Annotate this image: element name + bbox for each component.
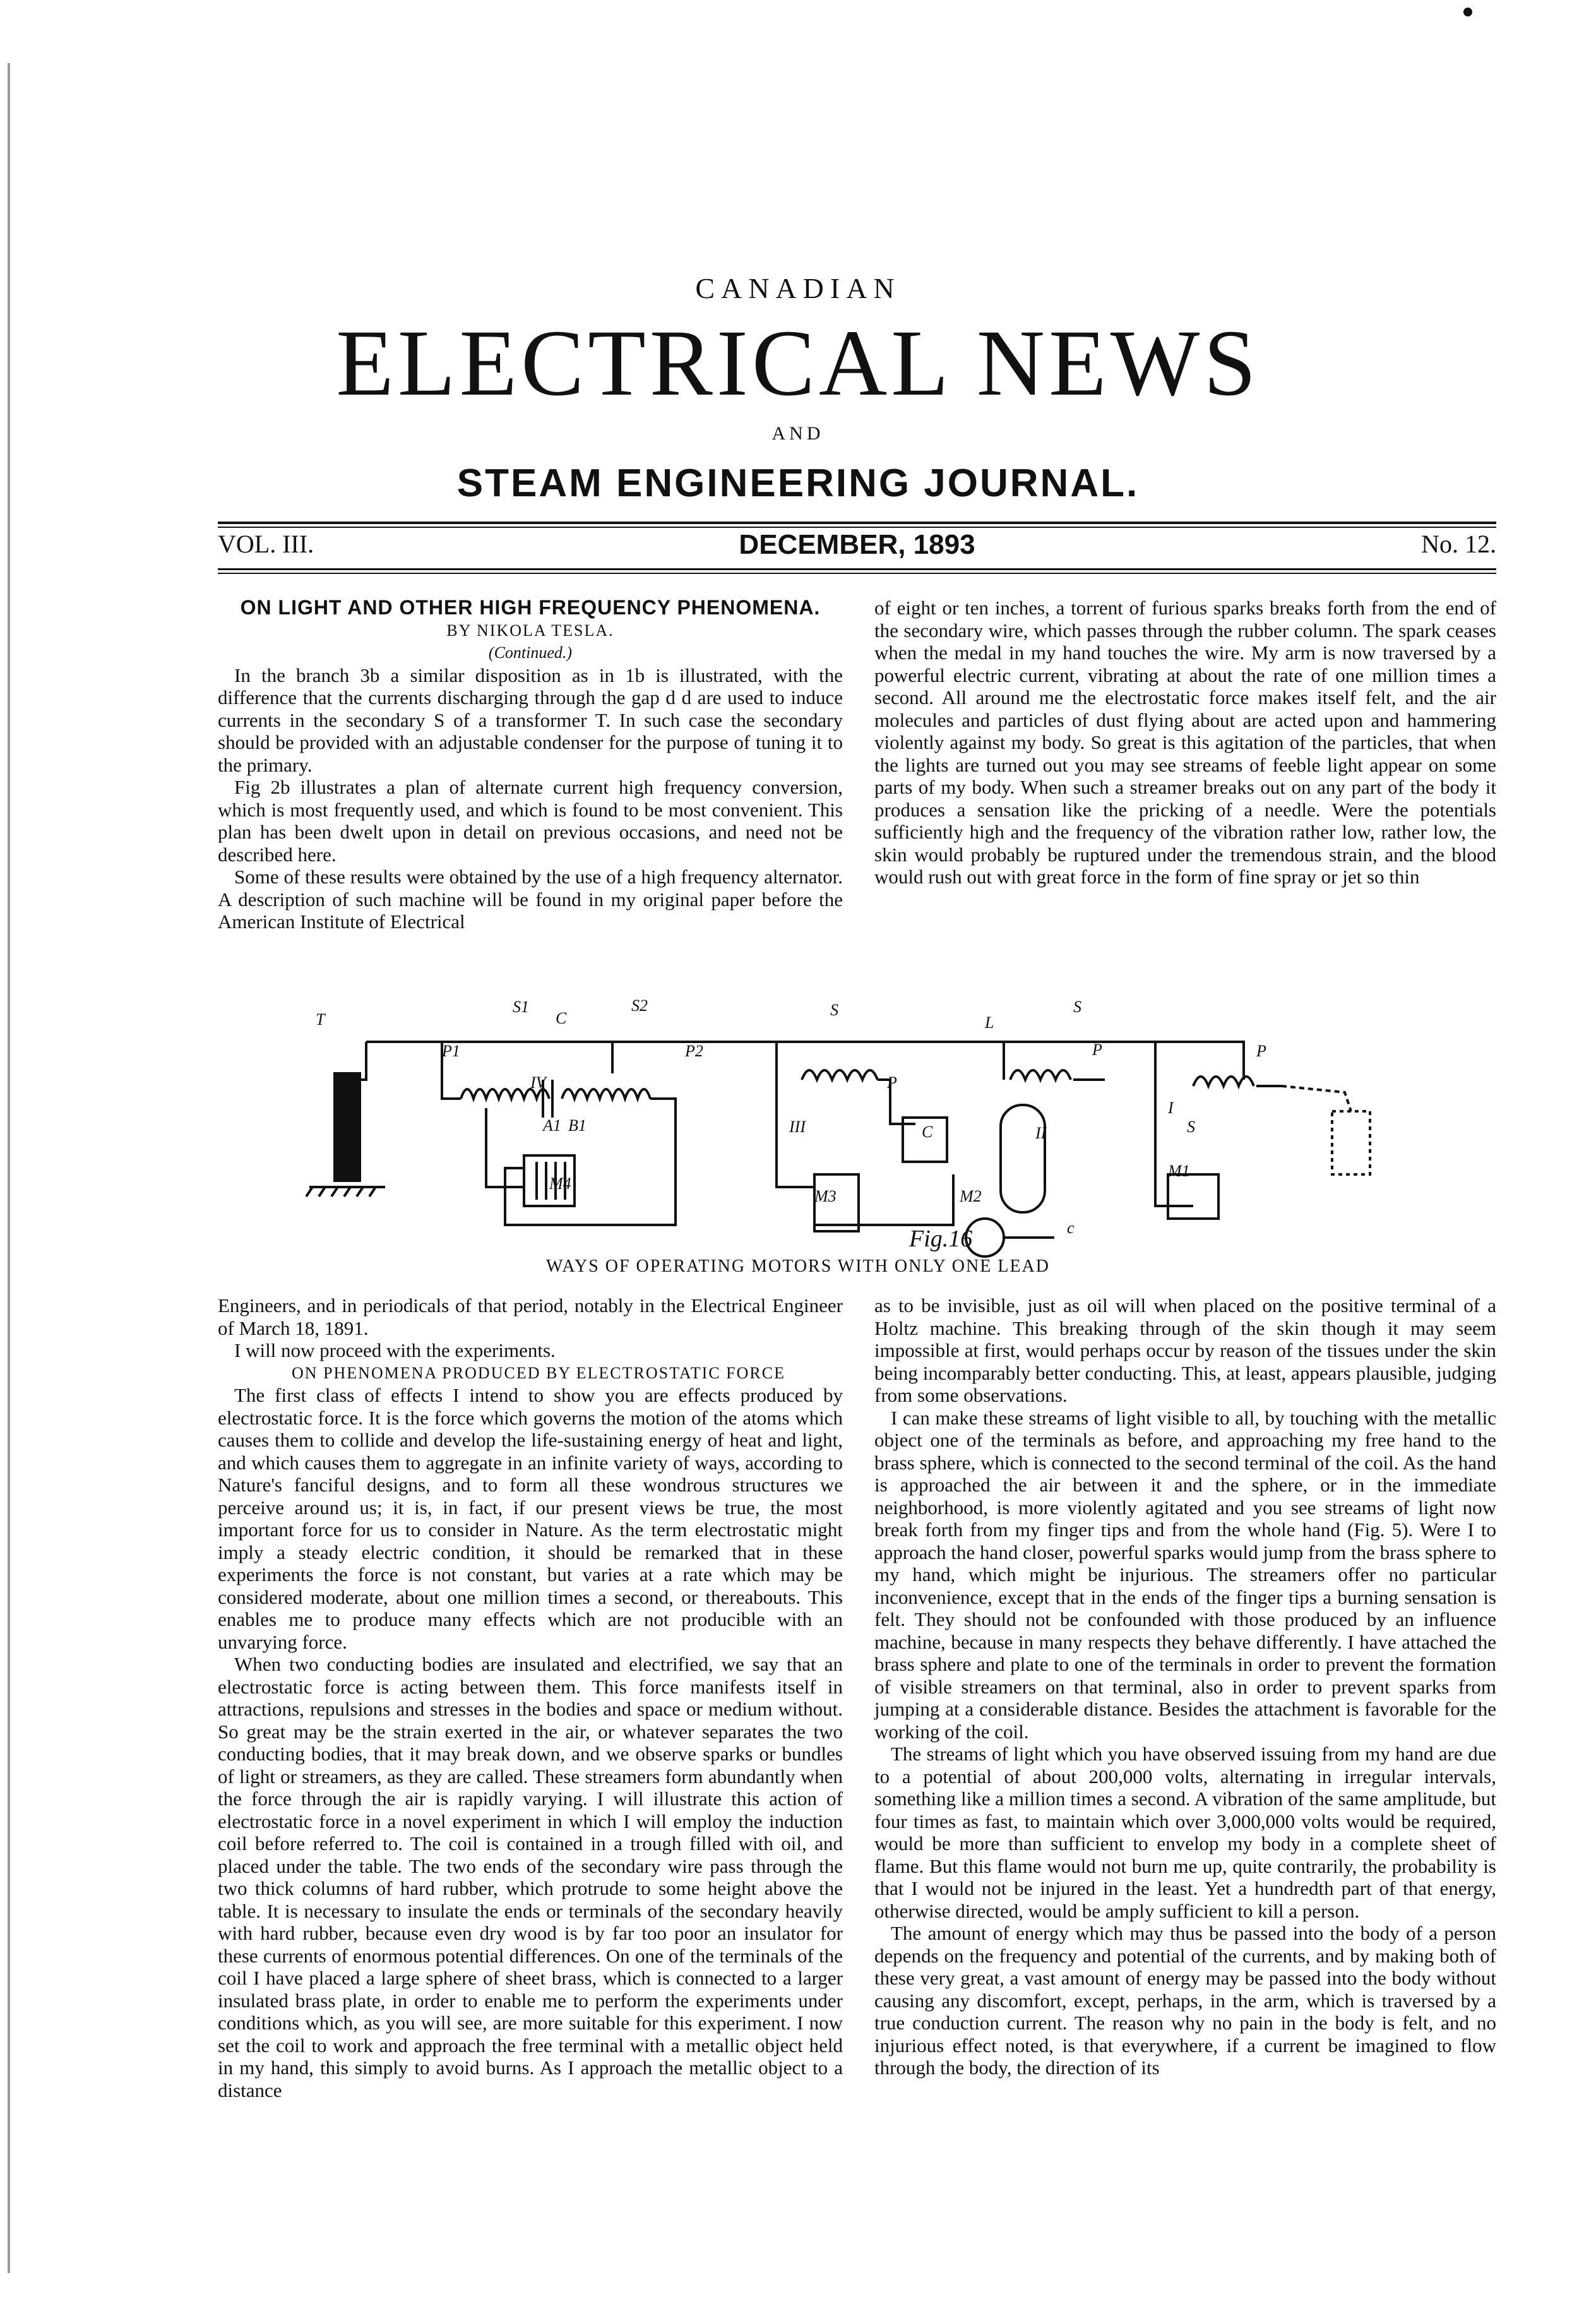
figure-mark: M3: [814, 1187, 837, 1205]
figure-mark: S: [1073, 998, 1081, 1016]
plate-p: [1332, 1111, 1370, 1174]
paragraph: The amount of energy which may thus be passed into the body of a person depends on the frequency and potential of the currents, and by making both of these very great, a vast amount of energy may be passed into the body without causing any discomfort, except, perhaps, in the arm, which is traversed by a true conduction current. The reason why no pain in the body is felt, and no injurious effect noted, is that everywhere, if a current be imagined to flow through the body, the direction of its: [874, 1922, 1496, 2079]
figure-mark: c: [1067, 1219, 1075, 1237]
figure-caption: WAYS OF OPERATING MOTORS WITH ONLY ONE LEAD: [546, 1256, 1050, 1276]
article-byline: BY NIKOLA TESLA.: [446, 621, 614, 640]
masthead-subtitle: STEAM ENGINEERING JOURNAL.: [456, 462, 1140, 505]
figure-mark: P: [887, 1073, 897, 1092]
paragraph: In the branch 3b a similar disposition as in 1b is illustrated, with the difference that the currents discharging through the gap d d are used to induce currents in the secondary S of a transformer T. In such case the secondary should be provided with an adjustable condenser for the purpose of tuning it to the primary.: [218, 664, 843, 776]
column-top-left: [218, 597, 843, 933]
issue-date: DECEMBER, 1893: [739, 529, 975, 560]
paragraph: as to be invisible, just as oil will when placed on the positive terminal of a Holtz machine. This breaking through of the skin though it may seem impossible at first, would perhaps occur by reason of the tissues under the skin being incomparably better conducting. This, at least, appears plausible, judging from some observations.: [874, 1294, 1496, 1406]
ii-wiring: [1004, 1042, 1105, 1080]
ground-hatching: [306, 1187, 385, 1197]
coil-s2: [562, 1089, 650, 1099]
print-speck: [1463, 8, 1472, 16]
column-bottom-left: [218, 1294, 843, 2101]
figure-mark: T: [316, 1010, 325, 1029]
paragraph: of eight or ten inches, a torrent of furious sparks breaks forth from the end of the secondary wire, which passes through the rubber column. The spark ceases when the medal in my hand touches the wire. My arm is now traversed by a powerful electric current, vibrating at about the rate of one million times a second. All around me the electrostatic force makes itself felt, and the air molecules and particles of dust flying about are acted upon and hammering violently against my body. So great is this agitation of the particles, that when the lights are turned out you may see streams of feeble light appear on some parts of my body. When such a streamer breaks out on any part of the body it produces a sensation like the pricking of a needle. Were the potentials sufficiently high and the frequency of the vibration rather low, rather low, the skin would probably be ruptured under the tremendous strain, and the blood would rush out with great force in the form of fine spray or jet so thin: [874, 597, 1496, 888]
figure-mark: A1: [543, 1116, 561, 1135]
column-top-right: [874, 597, 1496, 888]
article-title: ON LIGHT AND OTHER HIGH FREQUENCY PHENOMENA.: [240, 596, 821, 619]
section-heading: ON PHENOMENA PRODUCED BY ELECTROSTATIC FORCE: [292, 1363, 785, 1382]
coil-s-iii: [802, 1070, 878, 1080]
figure-mark: S2: [631, 996, 648, 1015]
masthead-rule-bottom: [218, 568, 1496, 570]
figure-mark: M2: [960, 1187, 982, 1205]
figure-mark: B1: [568, 1116, 587, 1135]
figure-mark: P2: [685, 1042, 703, 1060]
figure-mark: P1: [442, 1042, 460, 1060]
masthead-pre-title: CANADIAN: [695, 272, 901, 304]
paragraph: When two conducting bodies are insulated and electrified, we say that an electrostatic force is acting between them. This force manifests itself in attractions, repulsions and stresses in the bodies and space or medium without. So great may be the strain exerted in the air, or whatever separates the two conducting bodies, that it may break down, and we observe sparks or bundles of light or streamers, as they are called. These streamers form abundantly when the force through the air is rapidly varying. I will illustrate this action of electrostatic force in a novel experiment in which I will employ the induction coil before referred to. The coil is contained in a trough filled with oil, and placed under the table. The two ends of the secondary wire pass through the two thick columns of hard rubber, which protrude to some height above the table. It is necessary to insulate the ends or terminals of the secondary heavily with hard rubber, because even dry wood is by far too poor an insulator for these currents of enormous potential differences. On one of the terminals of the coil I have placed a large sphere of sheet brass, which is connected to a larger insulated brass plate, in order to enable me to perform the experiments under conditions which, as you will see, are more suitable for this experiment. I now set the coil to work and approach the free terminal with a metallic object held in my hand, this simply to avoid burns. As I approach the metallic object to a distance: [218, 1653, 843, 2101]
masthead-rule-top-thin: [218, 527, 1496, 528]
masthead-and: AND: [771, 423, 825, 444]
paragraph: Some of these results were obtained by the use of a high frequency alternator. A description of such machine will be found in my original paper before the American Institute of Electrical: [218, 866, 843, 933]
issue-line: [218, 529, 1496, 567]
paragraph: Fig 2b illustrates a plan of alternate current high frequency conversion, which is most frequently used, and which is found to be most convenient. This plan has been dwelt upon in detail on previous occasions, and need not be described here.: [218, 776, 843, 866]
masthead-title: ELECTRICAL NEWS: [336, 311, 1260, 415]
figure-mark: S: [830, 1001, 838, 1019]
column-bottom-right: [874, 1294, 1496, 2079]
motor-diagram-figure: [297, 998, 1433, 1263]
dashed-lead: [1282, 1086, 1351, 1111]
figure-label: Fig.16: [909, 1226, 973, 1252]
article-continued: (Continued.): [488, 643, 573, 662]
paragraph: I can make these streams of light visible to all, by touching with the metallic object one of the terminals as before, and approaching my free hand to the brass sphere, which is connected to the second terminal of the coil. As the hand is approached the air between it and the sphere, or in the immediate neighborhood, is more violently agitated and you see streams of light now break forth from my finger tips and from the whole hand (Fig. 5). Were I to approach the hand closer, powerful sparks would jump from the brass sphere to my hand, which might be injurious. The streamers offer no particular inconvenience, except that in the ends of the finger tips a burning sensation is felt. They should not be confounded with those produced by an influence machine, because in many respects they behave differently. I have attached the brass sphere and plate to one of the terminals in order to prevent the formation of visible streamers on that terminal, also in order to prevent sparks from jumping at a considerable distance. Besides the attachment is favorable for the working of the coil.: [874, 1406, 1496, 1743]
figure-mark: II: [1035, 1124, 1047, 1142]
figure-mark: I: [1168, 1099, 1174, 1117]
masthead-rule-bottom-thin: [218, 573, 1496, 574]
paragraph: Engineers, and in periodicals of that period, notably in the Electrical Engineer of March 18, 1891.: [218, 1294, 843, 1339]
issue-number: No. 12.: [1421, 530, 1496, 558]
coil-s-ii: [1010, 1070, 1071, 1080]
masthead-rule-top: [218, 522, 1496, 524]
paragraph: The first class of effects I intend to show you are effects produced by electrostatic force. It is the force which governs the motion of the atoms which causes them to collide and develop the life-sustaining energy of heat and light, and which causes them to aggregate in an infinite variety of ways, according to Nature's fanciful designs, and to form all these wondrous structures we perceive around us; it is, in fact, if our present views be true, the most important force for us to consider in Nature. As the term electrostatic might imply a steady electric condition, it should be remarked that in these experiments the force is not constant, but varies at a rate which may be considered moderate, about one million times a second, or thereabouts. This enables me to produce many effects which are not producible with an unvarying force.: [218, 1384, 843, 1653]
volume-number: VOL. III.: [218, 530, 314, 558]
figure-mark: M4: [549, 1174, 571, 1193]
figure-mark: C: [556, 1009, 567, 1027]
paragraph: The streams of light which you have observed issuing from my hand are due to a potential of about 200,000 volts, alternating in irregular intervals, something like a million times a second. A vibration of the same amplitude, but four times as fast, to maintain which over 3,000,000 volts would be required, would be more than sufficient to envelop my body in a complete sheet of flame. But this flame would not burn me up, quite contrarily, the probability is that I would not be injured in the least. Yet a hundredth part of that energy, otherwise directed, would be amply sufficient to kill a person.: [874, 1743, 1496, 1922]
terminal-column: [335, 1073, 360, 1181]
figure-mark: IV: [530, 1073, 546, 1092]
figure-mark: L: [985, 1013, 994, 1032]
coil-s-i: [1193, 1077, 1254, 1086]
figure-mark: S1: [513, 998, 529, 1016]
figure-mark: M1: [1168, 1162, 1190, 1180]
figure-mark: P: [1092, 1041, 1102, 1059]
figure-mark: P: [1256, 1042, 1266, 1060]
figure-mark: S: [1187, 1118, 1195, 1136]
figure-mark: III: [789, 1118, 806, 1136]
tube-ii: [1001, 1105, 1045, 1212]
motor-m1: [1168, 1174, 1218, 1219]
paragraph: I will now proceed with the experiments.: [234, 1339, 556, 1361]
figure-mark: C: [922, 1123, 933, 1141]
